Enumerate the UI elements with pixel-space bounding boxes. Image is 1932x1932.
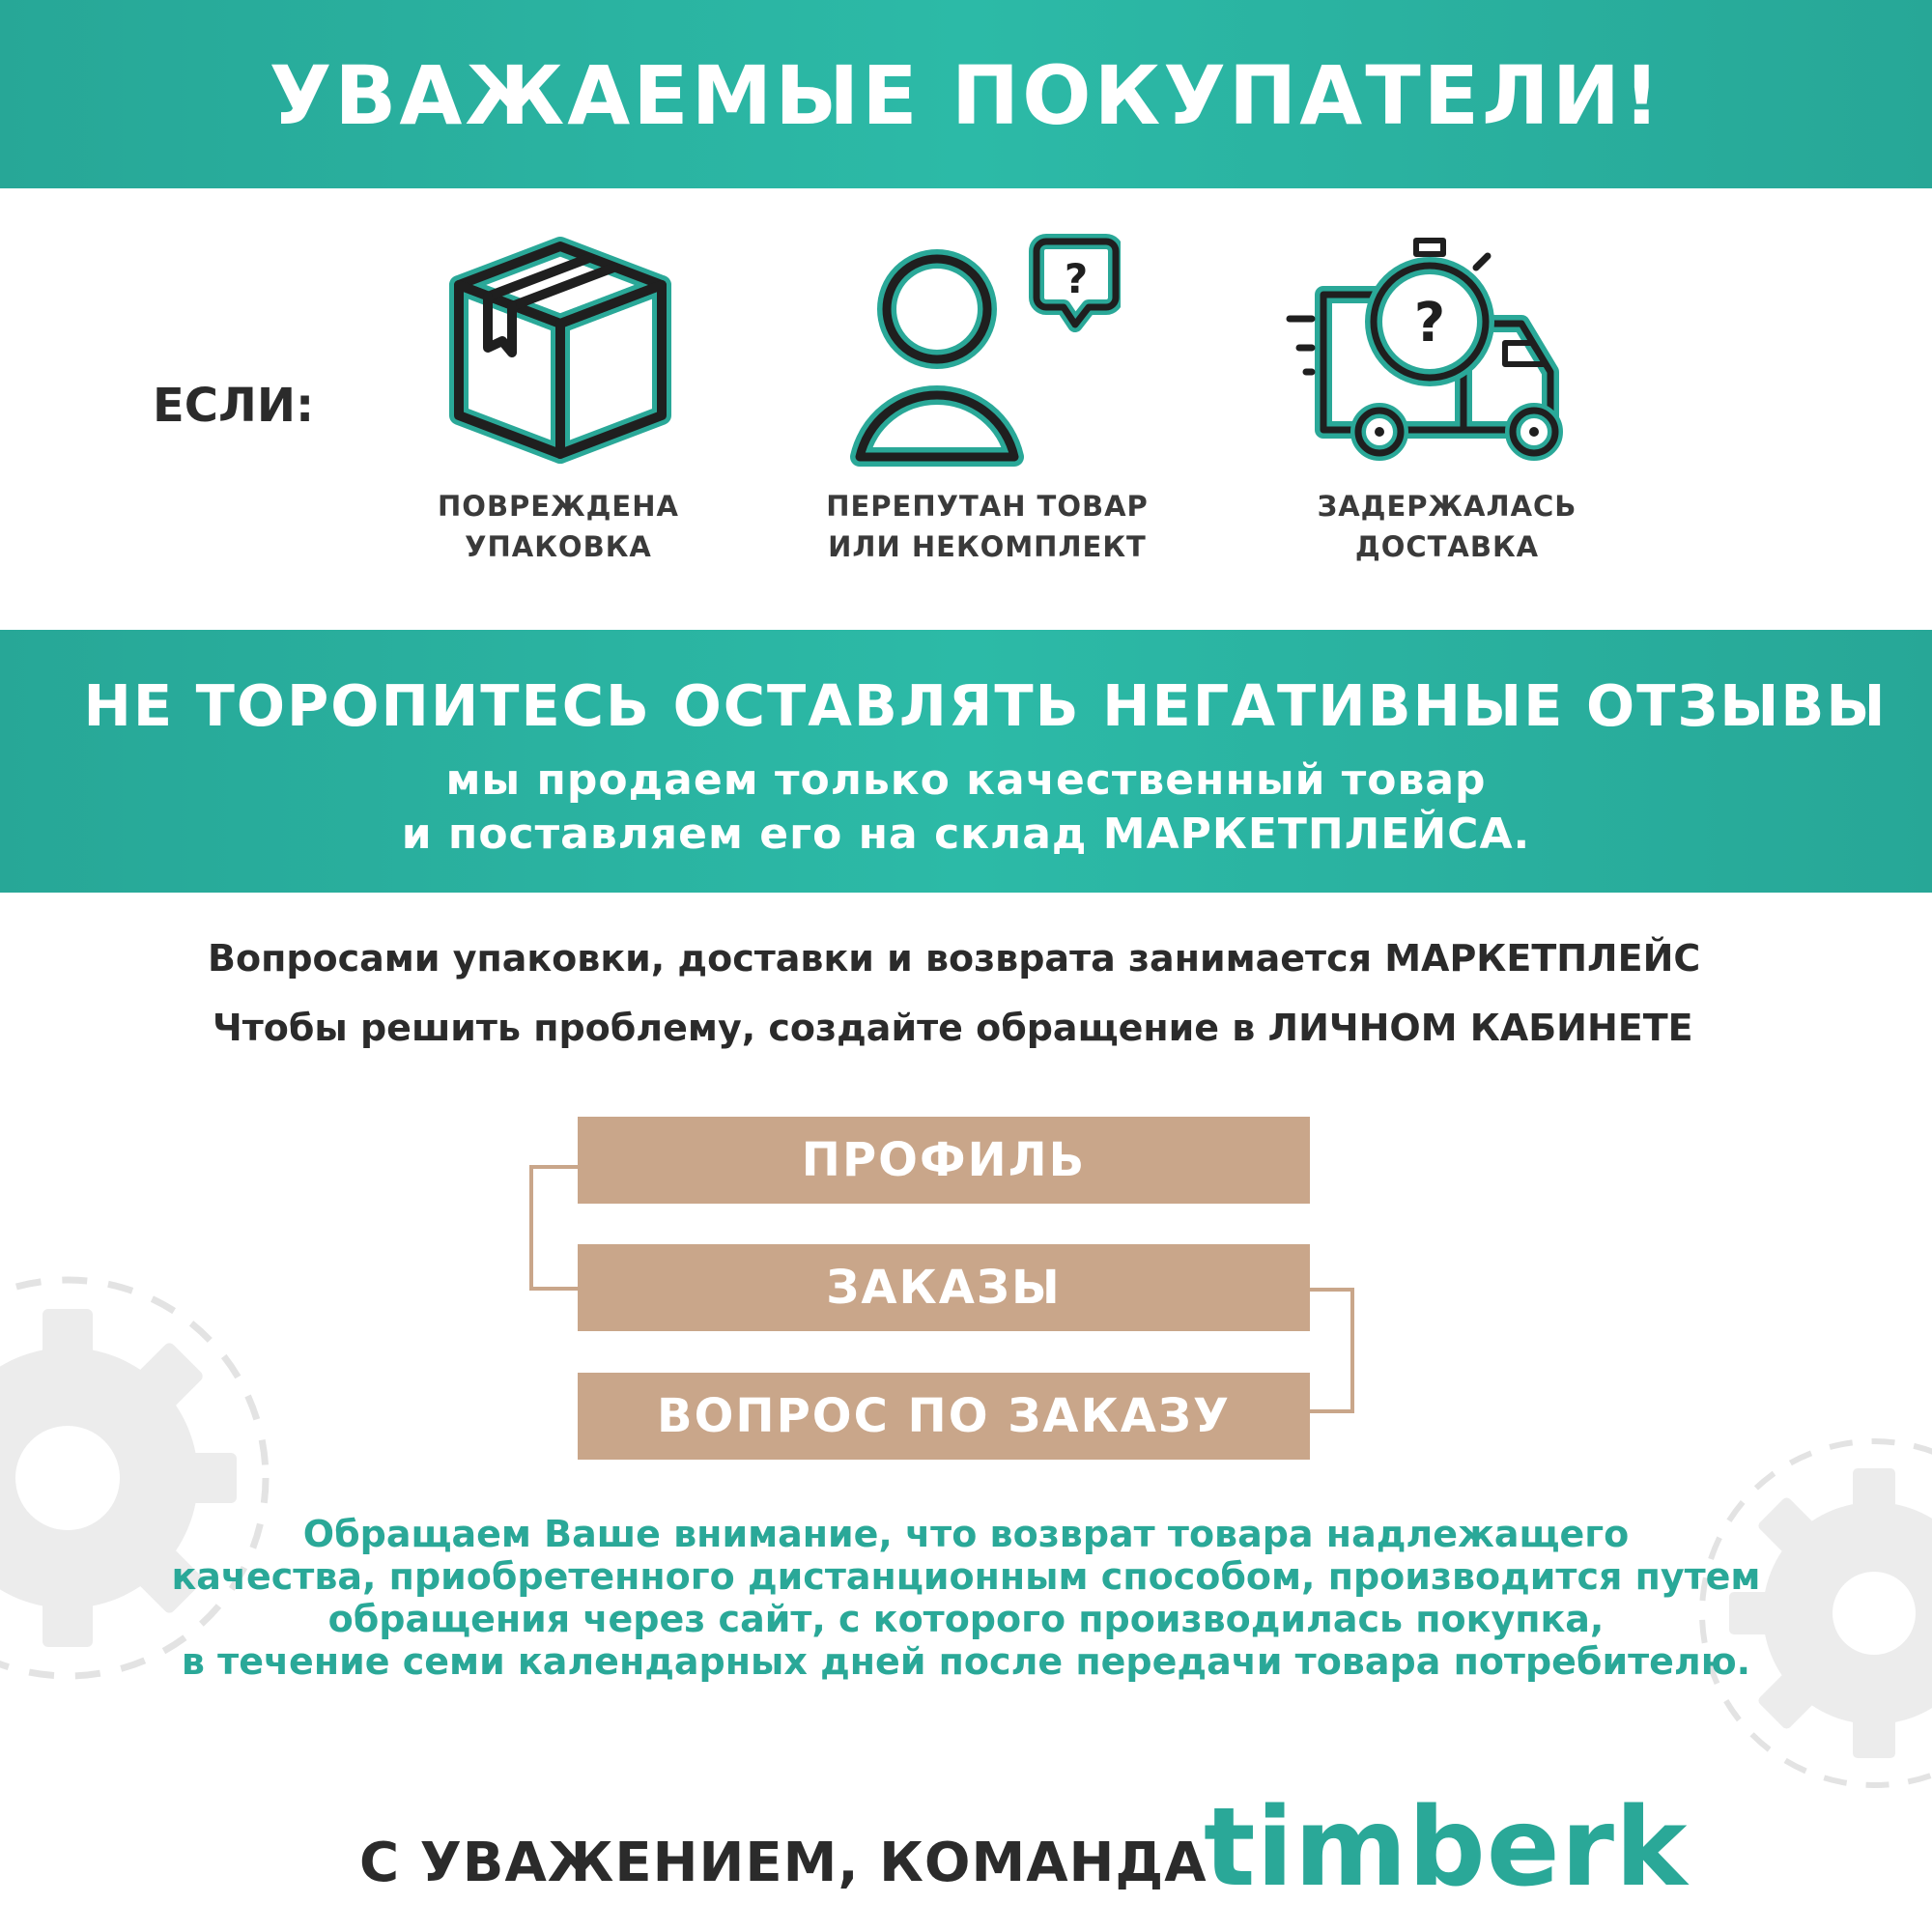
issue-caption-wrong-item: ПЕРЕПУТАН ТОВАР ИЛИ НЕКОМПЛЕКТ: [826, 490, 1149, 563]
step-orders: ЗАКАЗЫ: [578, 1244, 1310, 1331]
notice-line: Обращаем Ваше внимание, что возврат товара надлежащего: [302, 1513, 1630, 1555]
step-profile: ПРОФИЛЬ: [578, 1117, 1310, 1204]
info-line-1: Вопросами упаковки, доставки и возврата занимается МАРКЕТПЛЕЙС: [208, 937, 1701, 980]
banner-line-1: мы продаем только качественный товар: [445, 755, 1487, 805]
notice-line: обращения через сайт, с которого производилась покупка,: [327, 1598, 1605, 1640]
connector-right: [1306, 1288, 1354, 1413]
banner-title: НЕ ТОРОПИТЕСЬ ОСТАВЛЯТЬ НЕГАТИВНЫЕ ОТЗЫВЫ: [83, 672, 1888, 739]
page-title: УВАЖАЕМЫЕ ПОКУПАТЕЛИ!: [269, 48, 1663, 143]
delivery-truck-timer-icon: [1285, 227, 1584, 473]
notice-line: качества, приобретенного дистанционным способом, производится путем: [171, 1555, 1761, 1598]
brand-logo: timberk: [1204, 1785, 1689, 1911]
return-notice: [58, 1513, 1874, 1683]
svg-text:?: ?: [1064, 255, 1089, 302]
connector-left: [529, 1165, 582, 1291]
banner-line-2: и поставляем его на склад МАРКЕТПЛЕЙСА.: [401, 810, 1531, 859]
signoff-text: С УВАЖЕНИЕМ, КОМАНДА: [359, 1832, 1208, 1894]
info-line-2: Чтобы решить проблему, создайте обращение в ЛИЧНОМ КАБИНЕТЕ: [213, 1007, 1693, 1049]
step-order-question: ВОПРОС ПО ЗАКАЗУ: [578, 1373, 1310, 1460]
issue-caption-packaging: ПОВРЕЖДЕНА УПАКОВКА: [438, 490, 679, 563]
if-label: ЕСЛИ:: [153, 379, 315, 433]
notice-line: в течение семи календарных дней после передачи товара потребителю.: [181, 1640, 1751, 1683]
box-icon: [406, 227, 715, 473]
svg-text:?: ?: [1413, 292, 1446, 355]
issue-caption-delivery: ЗАДЕРЖАЛАСЬ ДОСТАВКА: [1317, 490, 1577, 563]
person-question-icon: [811, 227, 1121, 473]
